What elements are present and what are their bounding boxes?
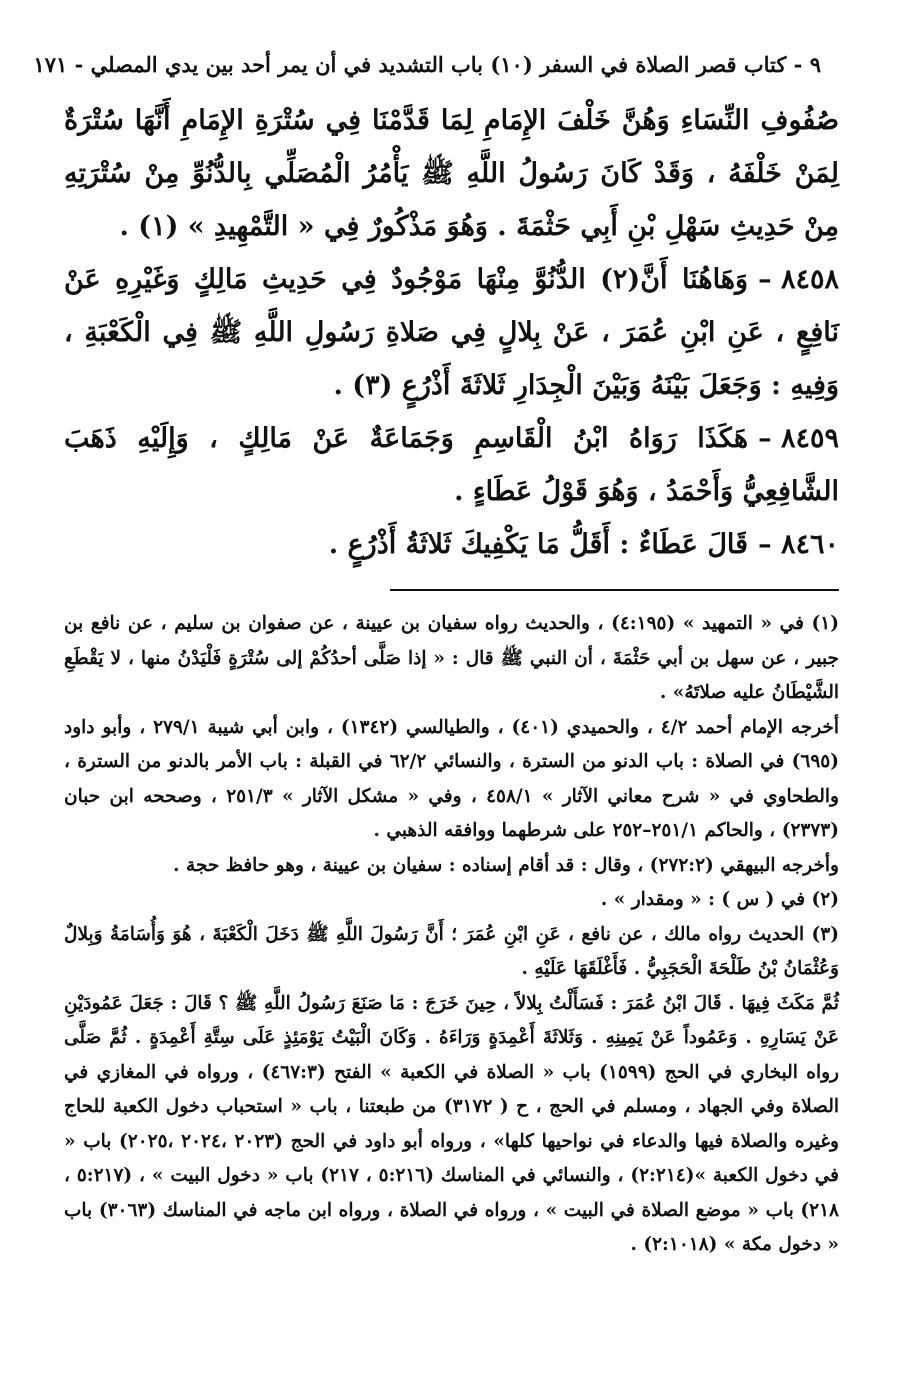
paragraph-number: ٨٤٥٨ –: [758, 264, 839, 295]
footnote-divider: [390, 589, 840, 591]
paragraph-8460: [64, 518, 839, 571]
footnote-1-bayhaqi: وأخرجه البيهقي (٢٧٢:٢) ، وقال : قد أقام إسناده : سفيان بن عيينة ، وهو حافظ حجة .: [173, 854, 839, 876]
running-header: [33, 44, 839, 84]
paragraph-number: ٨٤٥٩ –: [758, 423, 839, 454]
footnote-1-sources: أخرجه الإمام أحمد ٤/٢ ، والحميدي (٤٠١) ، والطيالسي (١٣٤٢) ، وابن أبي شيبة ٢٧٩/١ ، وأبو داود (٦٩٥) في الصلاة : باب الدنو من السترة ، والنسائي ٦٢/٢ في القبلة : باب الأمر بالدنو من السترة ، والطحاوي في « شرح معاني الآثار » ٤٥٨/١ ، وفي « مشكل الآثار » ٢٥١/٣ ، وصححه ابن حبان (٢٣٧٣) ، والحاكم ٢٥١/١–٢٥٢ على شرطهما ووافقه الذهبي .: [64, 716, 839, 841]
footnote-3: (٣) الحديث رواه مالك ، عن نافع ، عَنِ ابْنِ عُمَرَ ؛ أَنَّ رَسُولَ اللَّهِ ﷺ دَخَلَ الْكَعْبَةَ ، هُوَ وَأُسَامَةُ وَبِلالٌ وَعُثْمَانُ بْنُ طَلْحَةَ الْحَجَبِيُّ . فَأَغْلَقَهَا عَلَيْهِ .: [64, 923, 839, 979]
paragraph-text: وَهَاهُنَا أَنَّ(٢) الدُّنُوَّ مِنْهَا مَوْجُودٌ فِي حَدِيثِ مَالِكٍ وَغَيْرِهِ عَنْ نَافِعٍ ، عَنِ ابْنِ عُمَرَ ، عَنْ بِلالٍ فِي صَلاةِ رَسُولِ اللَّهِ ﷺ فِي الْكَعْبَةِ ، وَفِيهِ : وَجَعَلَ بَيْنَهُ وَبَيْنَ الْجِدَارِ ثَلاثَةَ أَذْرُعٍ (٣) .: [64, 264, 839, 401]
paragraph-intro: صُفُوفِ النِّسَاءِ وَهُنَّ خَلْفَ الإِمَامِ لِمَا قَدَّمْنَا فِي سُتْرَةِ الإِمَامِ أَنَّهَا سُتْرَةٌ لِمَنْ خَلْفَهُ ، وَقَدْ كَانَ رَسُولُ اللَّهِ ﷺ يَأْمُرُ الْمُصَلِّي بِالدُّنُوِّ مِنْ سُتْرَتِهِ مِنْ حَدِيثِ سَهْلِ بْنِ أَبِي حَثْمَةَ . وَهُوَ مَذْكُورٌ فِي « التَّمْهِيدِ » (١) .: [64, 105, 839, 242]
footnote-2: (٢) في ( س ) : « ومقدار » .: [600, 889, 839, 910]
paragraph-text: هَكَذَا رَوَاهُ ابْنُ الْقَاسِمِ وَجَمَاعَةٌ عَنْ مَالِكٍ ، وَإِلَيْهِ ذَهَبَ الشَّافِعِيُّ وَأَحْمَدُ ، وَهُوَ قَوْلُ عَطَاءٍ .: [64, 423, 839, 507]
footnotes: [64, 607, 839, 1263]
footnote-1: (١) في « التمهيد » (٤:١٩٥) ، والحديث رواه سفيان بن عيينة ، عن صفوان بن سليم ، عن نافع بن جبير ، عن سهل بن أبي حَثْمَةَ ، أن النبي ﷺ قال : « إذا صَلَّى أحدُكُمْ إلى سُتْرَةٍ فَلْيَدْنُ منها ، لا يَقْطَعِ الشَّيْطَانُ عليه صلاتَهُ» .: [64, 613, 839, 703]
paragraph-number: ٨٤٦٠ –: [758, 529, 839, 560]
footnote-3-continued: ثُمَّ مَكَثَ فِيهَا . قَالَ ابْنُ عُمَرَ : فَسَأَلْتُ بِلالاً ، حِينَ خَرَجَ : مَا صَنَعَ رَسُولُ اللَّهِ ﷺ ؟ قَالَ : جَعَلَ عَمُودَيْنِ عَنْ يَسَارِهِ . وَعَمُوداً عَنْ يَمِينِهِ . وَثَلاثَةَ أَعْمِدَةٍ وَرَاءَهُ . وَكَانَ الْبَيْتُ يَوْمَئِذٍ عَلَى سِتَّةِ أَعْمِدَةٍ . ثُمَّ صَلَّى رواه البخاري في الحج (١٥٩٩) باب « الصلاة في الكعبة » الفتح (٤٦٧:٣) ، ورواه في المغازي في الصلاة وفي الجهاد ، ومسلم في الحج ، ح ( ٣١٧٢) من طبعتنا ، باب « استحباب دخول الكعبة للحاج وغيره والصلاة فيها والدعاء في نواحيها كلها» ، ورواه أبو داود في الحج (٢٠٢٣ ،٢٠٢٤ ،٢٠٢٥) باب « في دخول الكعبة »(٢:٢١٤) ، والنسائي في المناسك (٥:٢١٦ ، ٢١٧) باب « دخول البيت » ، (٥:٢١٧ ، ٢١٨) باب « موضع الصلاة في البيت » ، ورواه في الصلاة ، ورواه ابن ماجه في المناسك (٣٠٦٣) باب « دخول مكة » (٢:١٠١٨) .: [64, 992, 839, 1255]
main-text: [64, 94, 839, 571]
paragraph-text: قَالَ عَطَاءٌ : أَقَلُّ مَا يَكْفِيكَ ثَلاثَةُ أَذْرُعٍ .: [328, 529, 749, 560]
paragraph-8458: [64, 253, 839, 412]
paragraph-8459: [64, 412, 839, 518]
header-text: ٩ - كتاب قصر الصلاة في السفر (١٠) باب التشديد في أن يمر أحد بين يدي المصلي - ١٧١: [33, 51, 821, 77]
